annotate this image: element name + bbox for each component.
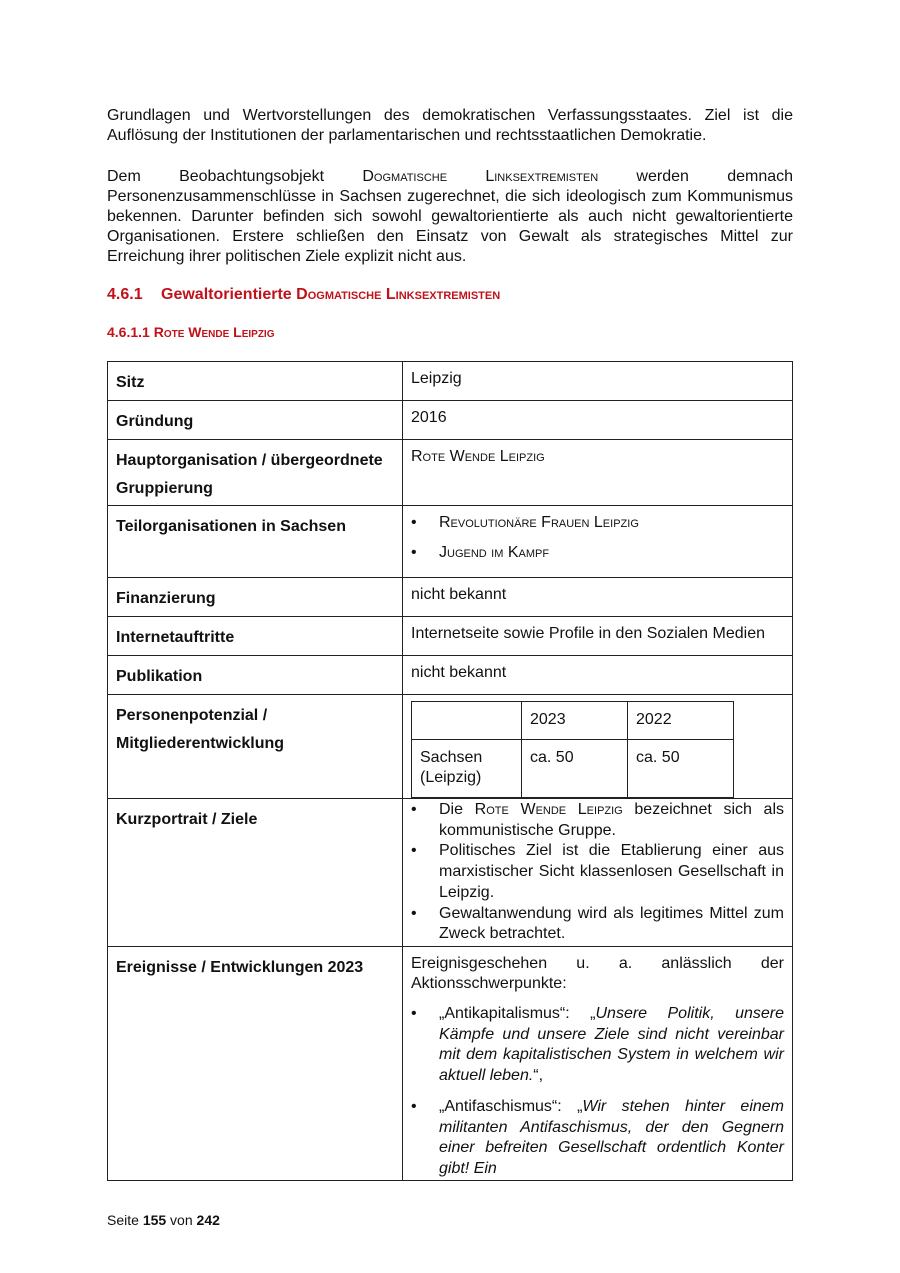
table-row xyxy=(108,362,793,401)
table-row xyxy=(108,617,793,656)
events-list xyxy=(411,1004,784,1180)
page-footer: Seite 155 von 242 xyxy=(107,1212,220,1228)
row-value: nicht bekannt xyxy=(403,578,793,617)
table-cell: 2022 xyxy=(628,702,734,740)
member-count-table xyxy=(411,701,734,798)
list-item: • Gewaltanwendung wird als legitimes Mittel zum Zweck betrachtet. xyxy=(411,904,784,945)
table-cell: 2023 xyxy=(522,702,628,740)
row-value: nicht bekannt xyxy=(403,656,793,695)
row-value: Internetseite sowie Profile in den Sozialen Medien xyxy=(403,617,793,656)
list-item: • Revolutionäre Frauen Leipzig xyxy=(411,513,784,533)
row-label: Publikation xyxy=(108,656,403,695)
intro-paragraph-2: Dem Beobachtungsobjekt Dogmatische Linksextremisten werden demnach Personenzusammenschlüsse in Sachsen zugerechnet, die sich ideologisch zum Kommunismus bekennen. Darunter befinden sich sowohl gewaltorientierte als auch nicht gewaltorientierte Organisationen. Erstere schließen den Einsatz von Gewalt als strategisches Mittel zur Erreichung ihrer politischen Ziele explizit nicht aus. xyxy=(107,168,794,265)
row-value: Leipzig xyxy=(403,362,793,401)
table-row xyxy=(412,740,734,798)
list-item: • Jugend im Kampf xyxy=(411,543,784,563)
table-row xyxy=(108,506,793,578)
table-cell xyxy=(412,702,522,740)
row-label: Teilorganisationen in Sachsen xyxy=(108,506,403,578)
row-value: 2016 xyxy=(403,401,793,440)
row-label: Sitz xyxy=(108,362,403,401)
row-value xyxy=(403,947,793,1181)
row-label: Kurzportrait / Ziele xyxy=(108,799,403,947)
table-cell: ca. 50 xyxy=(628,740,734,798)
list-item: • Politisches Ziel ist die Etablierung einer aus marxistischer Sicht klassenlosen Gesellschaft in Leipzig. xyxy=(411,841,784,903)
subsection-heading: 4.6.1.1 Rote Wende Leipzig xyxy=(107,324,275,340)
table-row xyxy=(108,947,793,1181)
intro-paragraph-1: Grundlagen und Wertvorstellungen des demokratischen Verfassungsstaates. Ziel ist die Auflösung der Institutionen der parlamentarischen und rechtsstaatlichen Demokratie. xyxy=(107,107,793,144)
row-label: Gründung xyxy=(108,401,403,440)
table-row xyxy=(108,578,793,617)
list-item: • Die Rote Wende Leipzig bezeichnet sich als kommunistische Gruppe. xyxy=(411,800,784,841)
row-value xyxy=(403,695,793,799)
events-intro: Ereignisgeschehen u. a. anlässlich der Aktionsschwerpunkte: xyxy=(411,955,784,992)
list-item: • „Antikapitalismus“: „Unsere Politik, unsere Kämpfe und unsere Ziele sind nicht vereinbar mit dem kapitalistischen System in welchem wir aktuell leben.“, xyxy=(411,1004,784,1087)
row-label: Internetauftritte xyxy=(108,617,403,656)
table-row xyxy=(108,799,793,947)
row-value xyxy=(403,506,793,578)
table-cell: Sachsen (Leipzig) xyxy=(412,740,522,798)
row-value xyxy=(403,799,793,947)
row-label: Hauptorganisation / übergeordnete Gruppierung xyxy=(108,440,403,506)
row-value: Rote Wende Leipzig xyxy=(403,440,793,506)
table-row xyxy=(412,702,734,740)
row-label: Finanzierung xyxy=(108,578,403,617)
organization-fact-table xyxy=(107,361,793,1181)
row-label: Personenpotenzial / Mitgliederentwicklung xyxy=(108,695,403,799)
sub-organization-list xyxy=(411,513,784,563)
table-row xyxy=(108,401,793,440)
goals-list xyxy=(411,800,784,945)
section-heading: 4.6.1 Gewaltorientierte Dogmatische Linksextremisten xyxy=(107,286,501,303)
table-cell: ca. 50 xyxy=(522,740,628,798)
table-row xyxy=(108,656,793,695)
table-row xyxy=(108,440,793,506)
list-item: • „Antifaschismus“: „Wir stehen hinter einem militanten Antifaschismus, der den Gegnern einer befreiten Gesellschaft ordentlich Konter gibt! Ein xyxy=(411,1097,784,1180)
row-label: Ereignisse / Entwicklungen 2023 xyxy=(108,947,403,1181)
table-row xyxy=(108,695,793,799)
